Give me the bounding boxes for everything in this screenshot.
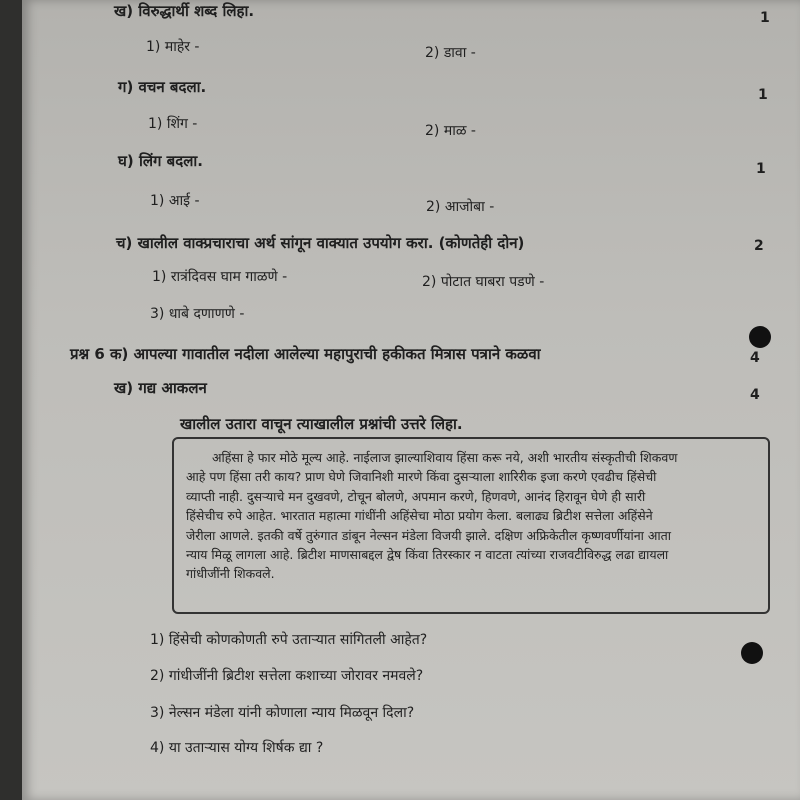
q5-cha-title: च) खालील वाक्प्रचाराचा अर्थ सांगून वाक्यात उपयोग करा. (कोणतेही दोन) (116, 234, 525, 252)
comprehension-question-4: 4) या उताऱ्यास योग्य शिर्षक द्या ? (150, 740, 324, 756)
passage-line: गांधीजींनी शिकवले. (186, 566, 275, 582)
comprehension-question-2: 2) गांधीजींनी ब्रिटीश सत्तेला कशाच्या जोरावर नमवले? (150, 668, 424, 684)
punch-hole-top (749, 326, 771, 348)
passage-instruction: खालील उतारा वाचून त्याखालील प्रश्नांची उत्तरे लिहा. (180, 415, 463, 433)
q5-ga-marks: 1 (758, 87, 768, 103)
q6-kha-marks: 4 (750, 387, 760, 403)
q5-cha-item1: 1) रात्रंदिवस घाम गाळणे - (152, 269, 288, 285)
q5-cha-item3: 3) धाबे दणाणणे - (150, 306, 245, 322)
comprehension-question-1: 1) हिंसेची कोणकोणती रुपे उताऱ्यात सांगितली आहेत? (150, 632, 428, 648)
q5-ga-title: ग) वचन बदला. (118, 78, 207, 96)
q5-cha-item2: 2) पोटात घाबरा पडणे - (422, 274, 545, 290)
q6-ka-title: प्रश्न 6 क) आपल्या गावातील नदीला आलेल्या महापुराची हकीकत मित्रास पत्राने कळवा (70, 345, 541, 363)
passage-box (172, 437, 770, 614)
q6-ka-marks: 4 (750, 350, 760, 366)
q5-gha-marks: 1 (756, 161, 766, 177)
q5-gha-item1: 1) आई - (150, 193, 200, 209)
passage-line: न्याय मिळू लागला आहे. ब्रिटीश माणसाबद्दल द्वेष किंवा तिरस्कार न वाटता त्यांच्या राजवटीविरुद्ध लढा द्यायला (186, 547, 669, 563)
q5-cha-marks: 2 (754, 238, 764, 254)
q5-ga-item1: 1) शिंग - (148, 116, 198, 132)
q6-kha-title: ख) गद्य आकलन (114, 379, 207, 397)
q5-ga-item2: 2) माळ - (425, 123, 476, 139)
q5-gha-item2: 2) आजोबा - (426, 199, 495, 215)
passage-line: हिंसेचीच रुपे आहेत. भारतात महात्मा गांधींनी अहिंसेचा मोठा प्रयोग केला. बलाढ्य ब्रिटीश सत्तेला अहिंसेने (186, 508, 653, 524)
comprehension-question-3: 3) नेल्सन मंडेला यांनी कोणाला न्याय मिळवून दिला? (150, 705, 415, 721)
passage-line: व्याप्ती नाही. दुसऱ्याचे मन दुखवणे, टोचून बोलणे, अपमान करणे, हिणवणे, आनंद हिरावून घेणे ही सारी (186, 488, 646, 504)
q5-kha-item2: 2) डावा - (425, 45, 476, 61)
punch-hole-bottom (741, 642, 763, 664)
passage-line: जेरीला आणले. इतकी वर्षे तुरुंगात डांबून नेल्सन मंडेला विजयी झाले. दक्षिण अफ्रिकेतील कृष्णवर्णीयांना आता (186, 527, 672, 543)
q5-gha-title: घ) लिंग बदला. (118, 152, 203, 170)
passage-line: आहे पण हिंसा तरी काय? प्राण घेणे जिवानिशी मारणे किंवा दुसऱ्याला शारिरीक इजा करणे एवढीच हिंसेची (186, 469, 657, 485)
exam-page (22, 0, 800, 800)
q5-kha-title: ख) विरुद्धार्थी शब्द लिहा. (114, 2, 255, 20)
q5-kha-marks: 1 (760, 10, 770, 26)
q5-kha-item1: 1) माहेर - (146, 39, 200, 55)
passage-line: अहिंसा हे फार मोठे मूल्य आहे. नाईलाज झाल्याशिवाय हिंसा करू नये, अशी भारतीय संस्कृतीची शिकवण (212, 450, 678, 465)
